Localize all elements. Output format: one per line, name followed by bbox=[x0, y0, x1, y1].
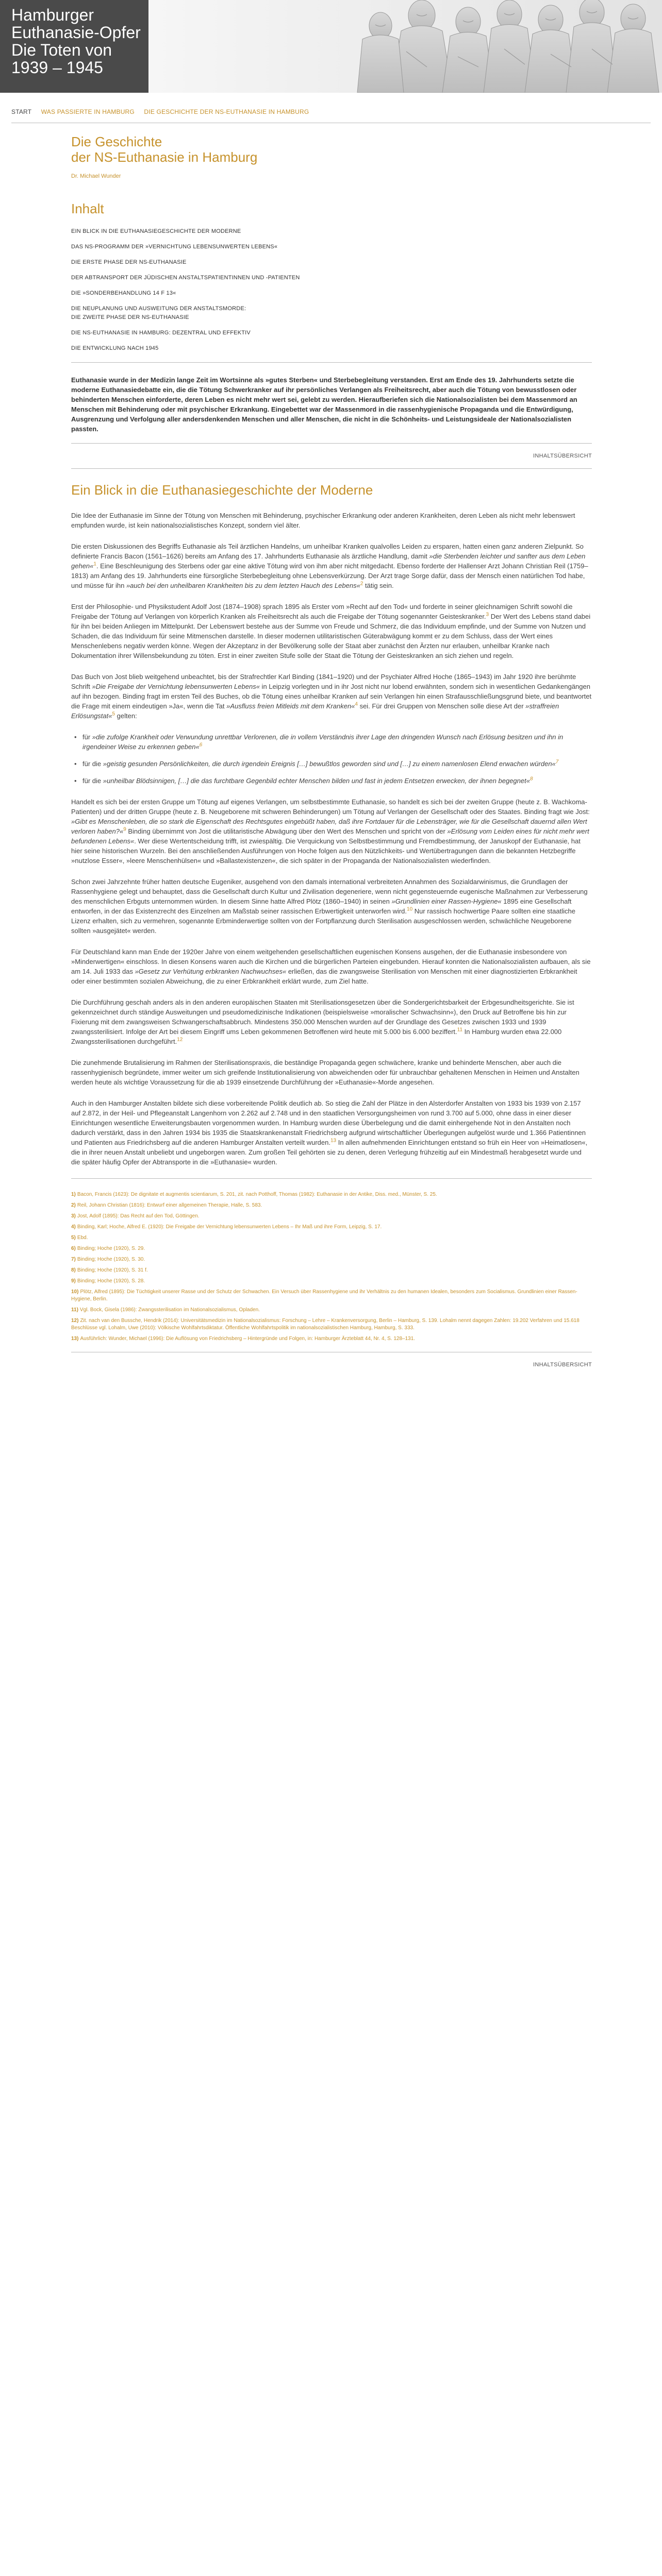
toc-link-1[interactable]: EIN BLICK IN DIE EUTHANASIEGESCHICHTE DER MODERNE bbox=[71, 228, 241, 234]
footnote-number[interactable]: 13) bbox=[71, 1336, 79, 1342]
footnote-item bbox=[71, 1213, 592, 1220]
footnote-text: Binding; Hoche (1920), S. 28. bbox=[77, 1278, 145, 1284]
footnote-text: Binding; Hoche (1920), S. 29. bbox=[77, 1246, 145, 1251]
page-header bbox=[0, 0, 662, 93]
footnote-item bbox=[71, 1267, 592, 1274]
paragraph: Das Buch von Jost blieb weitgehend unbeachtet, bis der Strafrechtler Karl Binding (1841–1920) und der Psychiater Alfred Hoche (1865–1943) im Jahr 1920 ihre berühmte Schrift »Die Freigabe der Vernichtung lebensunwerten Lebens« in Leipzig vorlegten und in ihr Jost nicht nur lobend erwähnten, sondern sich in wesentlichen Gedankengängen auf ihn bezogen. Binding fragt im ersten Teil des Buches, ob die Tötung eines unheilbar Kranken auf sein Verlangen hin einen Strafausschließungsgrund biete, und beantwortet die Frage mit einem eindeutigen »Ja«, wenn die Tat »Ausfluss freien Mitleids mit dem Kranken«$^4$ sei. Für drei Gruppen von Menschen solle diese Art der »straffreien Erlösungstat«$^5$ gelten: bbox=[71, 673, 592, 720]
quote-item: • für die »geistig gesunden Persönlichkeiten, die durch irgendein Ereignis […] bewußtlos geworden sind und […] zu einem namenlosen Elend erwachen würden«$^7$ bbox=[71, 759, 592, 769]
footnote-text: Binding; Hoche (1920), S. 30. bbox=[77, 1257, 145, 1262]
paragraph: Für Deutschland kann man Ende der 1920er Jahre von einem weitgehenden gesellschaftlichen eugenischen Konsens ausgehen, der die Euthanasie insbesondere von »Minderwertigen« einschloss. In diesen Konsens waren auch die Kirchen und die bürgerlichen Parteien eingebunden. Hierauf konnten die Nationalsozialisten aufbauen, als sie am 14. Juli 1933 das »Gesetz zur Verhütung erbkranken Nachwuchses« erließen, das die zwangsweise Sterilisation von Menschen mit einer diagnostizierten Erbkrankheit oder einer bestimmten sozialen Abweichung, die zu einer Erbkrankheit erklärt wurde, zum Ziel hatte. bbox=[71, 948, 591, 985]
footnote-ref[interactable]: 4 bbox=[355, 701, 358, 707]
footnote-item bbox=[71, 1317, 592, 1332]
main-content bbox=[71, 134, 592, 1368]
footnote-ref[interactable]: 1 bbox=[93, 561, 96, 567]
footnote-text: Plötz, Alfred (1895): Die Tüchtigkeit unserer Rasse und der Schutz der Schwachen. Ein Versuch über Rassenhygiene und ihr Verhältnis zu den humanen Idealen, besonders zum Socialismus. Grundlinien einer Rassen-Hygiene, Berlin. bbox=[71, 1289, 577, 1302]
footnote-item bbox=[71, 1224, 592, 1231]
memorial-sculpture-image bbox=[148, 0, 662, 93]
toc-link-2[interactable]: DAS NS-PROGRAMM DER »VERNICHTUNG LEBENSUNWERTEN LEBENS« bbox=[71, 244, 278, 250]
paragraph: Handelt es sich bei der ersten Gruppe um Tötung auf eigenes Verlangen, um selbstbestimmte Euthanasie, so handelt es sich bei der zweiten Gruppe (heute z. B. Wachkoma-Patienten) und der dritten Gruppe (heute z. B. Neugeborene mit schweren Behinderungen) um Tötung auf Verlangen der Gesellschaft oder des Staates. Binding fragt wie Jost: »Gibt es Menschenleben, die so stark die Eigenschaft des Rechtsgutes eingebüßt haben, daß ihre Fortdauer für die Lebensträger, wie für die Gesellschaft dauernd allen Wert verloren haben?«$^9$ Binding übernimmt von Jost die utilitaristische Abwägung über den Wert des Menschen und spricht von der »Erlösung vom Leiden eines für nicht mehr wert befundenen Lebens«. Wer diese Wertentscheidung trifft, ist zwiespältig. Die Verquickung von Selbstbestimmung und Fremdbestimmung, der Januskopf der Euthanasie, hat hier seine historischen Wurzeln. Bei den anschließenden Ausführungen von Hoche folgen aus den Nützlichkeits- und Wertübertragungen dann die bekannten Hetzbegriffe »nutzlose Esser«, »leere Menschenhülsen« und »Ballastexistenzen«, die sich später in der Propaganda der Nationalsozialisten wiederfinden. bbox=[71, 798, 590, 865]
footnote-number[interactable]: 1) bbox=[71, 1192, 76, 1197]
divider bbox=[71, 362, 592, 363]
footnote-ref[interactable]: 6 bbox=[199, 742, 203, 748]
quote-list bbox=[71, 732, 592, 786]
toc-link-7[interactable]: DIE NS-EUTHANASIE IN HAMBURG: DEZENTRAL UND EFFEKTIV bbox=[71, 330, 251, 336]
toc-link-3[interactable]: DIE ERSTE PHASE DER NS-EUTHANASIE bbox=[71, 259, 187, 265]
footnote-text: Binding; Hoche (1920), S. 31 f. bbox=[77, 1267, 148, 1273]
footnote-item bbox=[71, 1202, 592, 1209]
page-title: Die Geschichte der NS-Euthanasie in Hamburg bbox=[71, 134, 258, 165]
footnote-ref[interactable]: 3 bbox=[486, 612, 489, 618]
footnote-ref[interactable]: 9 bbox=[123, 826, 126, 833]
toc-link-6[interactable]: DIE NEUPLANUNG UND AUSWEITUNG DER ANSTALTSMORDE: DIE ZWEITE PHASE DER NS-EUTHANASIE bbox=[71, 306, 246, 320]
nav-item-was-passierte[interactable]: WAS PASSIERTE IN HAMBURG bbox=[41, 108, 135, 115]
footnote-number[interactable]: 9) bbox=[71, 1278, 76, 1284]
breadcrumb-nav bbox=[11, 101, 651, 123]
footnote-number[interactable]: 2) bbox=[71, 1202, 76, 1208]
footnote-text: Jost, Adolf (1895): Das Recht auf den Tod, Göttingen. bbox=[77, 1213, 200, 1219]
nav-item-geschichte[interactable]: DIE GESCHICHTE DER NS-EUTHANASIE IN HAMBURG bbox=[144, 108, 309, 115]
intro-paragraph: Euthanasie wurde in der Medizin lange Zeit im Wortsinne als »gutes Sterben« und Sterbebegleitung verstanden. Erst am Ende des 19. Jahrhunderts setzte die moderne Euthanasiedebatte ein, die die Tötung Schwerkranker auf ihr persönliches Verlangen als Freiheitsrecht, aber auch die Tötung von bewusstlosen oder behinderten Menschen einforderte, deren Leben es nicht mehr wert sei, gelebt zu werden. Hieraufberiefen sich die Nationalsozialisten bei dem Massenmord an Menschen mit Behinderung oder mit psychischer Erkrankung. Eingebettet war der Massenmord in die rassenhygienische Propaganda und die Entwürdigung, Ausgrenzung und Verfolgung aller andersdenkenden Menschen und aller Menschen, die nicht in die Schönheits- und Leistungsideale der Nationalsozialisten passten. bbox=[71, 376, 577, 433]
author-name: Dr. Michael Wunder bbox=[71, 173, 121, 179]
footnote-item bbox=[71, 1245, 592, 1252]
footnote-item bbox=[71, 1289, 592, 1303]
paragraph: Die Idee der Euthanasie im Sinne der Tötung von Menschen mit Behinderung, psychischer Erkrankung oder anderen Krankheiten, deren Leben als nicht mehr lebenswert empfunden wurde, ist kein nationalsozialistisches Konzept, sondern viel älter. bbox=[71, 512, 575, 529]
footnote-list bbox=[71, 1191, 592, 1343]
paragraph: Die zunehmende Brutalisierung im Rahmen der Sterilisationspraxis, die beständige Propaganda gegen schwächere, kranke und behinderte Menschen, aber auch die rassenhygienisch begründete, immer weiter um sich greifende Institutionalisierung von abweichenden oder für unbrauchbar gehaltenen Menschen in Heimen und Anstalten werden heute als wichtige Voraussetzung für die ab 1939 einsetzende Durchführung der »Euthanasie«-Morde angesehen. bbox=[71, 1059, 580, 1086]
divider bbox=[71, 468, 592, 469]
back-to-toc-link[interactable]: INHALTSÜBERSICHT bbox=[533, 453, 592, 459]
site-title-box[interactable] bbox=[0, 0, 148, 93]
quote-item: • für »die zufolge Krankheit oder Verwundung unrettbar Verlorenen, die in vollem Verständnis ihrer Lage den dringenden Wunsch nach Erlösung besitzen und ihn in irgendeiner Weise zu erkennen geben«$^6$ bbox=[71, 732, 592, 752]
footnote-number[interactable]: 12) bbox=[71, 1318, 79, 1324]
divider bbox=[71, 443, 592, 444]
footnote-number[interactable]: 4) bbox=[71, 1224, 76, 1230]
divider bbox=[71, 1178, 592, 1179]
footnote-text: Vgl. Bock, Gisela (1986): Zwangssterilisation im Nationalsozialismus, Opladen. bbox=[79, 1307, 260, 1313]
footnote-ref[interactable]: 7 bbox=[555, 759, 559, 765]
footnote-item bbox=[71, 1191, 592, 1198]
paragraph: Auch in den Hamburger Anstalten bildete sich diese vorbereitende Politik deutlich ab. So stieg die Zahl der Plätze in den Alsterdorfer Anstalten von 1933 bis 1939 von 2.157 auf 2.872, in der Heil- und Pflegeanstalt Langenhorn von 2.262 auf 2.748 und in den staatlichen Versorgungsheimen von rund 3.700 auf 5.000, ohne dass in einer dieser Einrichtungen wesentliche Erweiterungsbauten vorgenommen wurden. In Hamburg wurden diese Überbelegung und die damit einhergehende Not in den Anstalten noch dadurch verstärkt, dass in den Jahren 1934 bis 1935 die Staatskrankenanstalt Friedrichsberg aufgrund wirtschaftlicher Überlegungen aufgelöst wurde und 1.366 Patientinnen und Patienten aus Friedrichsberg auf die anderen Hamburger Anstalten verteilt wurden.$^{13}$ In allen aufnehmenden Einrichtungen entstand so früh ein Heer von »Heimatlosen«, die in ihrer neuen Anstalt unbeliebt und ungeborgen waren. Zum großen Teil gehörten sie zu denen, deren Verlegung frühzeitig auf ein Mindestmaß herabgesetzt wurde und die später häufig Opfer der Abtransporte in die »Euthanasie« wurden. bbox=[71, 1099, 588, 1166]
footnote-item bbox=[71, 1335, 592, 1343]
paragraph: Erst der Philosophie- und Physikstudent Adolf Jost (1874–1908) sprach 1895 als Erster vom »Recht auf den Tod« und forderte in seiner gleichnamigen Schrift sowohl die Freigabe der Tötung auf Verlangen von körperlich Kranken als Freiheitsrecht als auch die Freigabe der Tötung sogenannter Geisteskranker.$^3$ Der Wert des Lebens stand dabei für ihn bei beiden Anliegen im Mittelpunkt. Der Lebenswert bestehe aus der Summe von Freude und Schmerz, die das Individuum empfinde, und der Summe von Nutzen und Schaden, die das Individuum für seine Mitmenschen darstelle. In dieser modernen utilitaristischen Güterabwägung kommt er zu dem Schluss, dass der Wert eines Menschenlebens negativ werden könne. Wegen der Akzeptanz in der Bevölkerung solle der Staat aber zunächst den Ärzten nur erlauben, unheilbar Kranke nach Dokumentation ihrer Willensbekundung zu töten. Erst in einer zweiten Stufe solle der Staat die Tötung der Geisteskranken an sich ziehen und regeln. bbox=[71, 603, 591, 659]
footnote-item bbox=[71, 1256, 592, 1263]
footnote-number[interactable]: 11) bbox=[71, 1307, 78, 1313]
footnote-number[interactable]: 3) bbox=[71, 1213, 76, 1219]
footnote-text: Reil, Johann Christian (1816): Entwurf einer allgemeinen Therapie, Halle, S. 583. bbox=[77, 1202, 262, 1208]
footnote-item bbox=[71, 1307, 592, 1314]
paragraph: Schon zwei Jahrzehnte früher hatten deutsche Eugeniker, ausgehend von den damals international verbreiteten Annahmen des Sozialdarwinismus, die Grundlagen der Rassenhygiene gelegt und behauptet, dass die Gesellschaft durch Kultur und Zivilisation degeneriere, wenn nicht gegensteuernde eugenische Maßnahmen zur Verbesserung des menschlichen Erbguts unternommen würden. In diesem Sinne hatte Alfred Plötz (1860–1940) in seinen »Grundlinien einer Rassen-Hygiene« 1895 eine Gesellschaft entworfen, in der das Existenzrecht des Einzelnen am Maßstab seiner rassischen Erbwertigkeit unterworfen wird.$^{10}$ Nur rassisch hochwertige Paare sollten eine staatliche Lizenz erhalten, sich zu vermehren, sogenannte Erbminderwertige sollten von der Fortpflanzung durch Sterilisation ausgeschlossen werden, schwächliche Neugeborene sollten »ausgejätet« werden. bbox=[71, 878, 588, 935]
toc-link-4[interactable]: DER ABTRANSPORT DER JÜDISCHEN ANSTALTSPATIENTINNEN UND -PATIENTEN bbox=[71, 275, 300, 281]
footnote-ref[interactable]: 8 bbox=[529, 776, 533, 782]
footnote-text: Ausführlich: Wunder, Michael (1996): Die Auflösung von Friedrichsberg – Hintergründe und Folgen, in: Hamburger Ärzteblatt 44, Nr. 4, S. 128–131. bbox=[80, 1336, 416, 1342]
footnote-number[interactable]: 8) bbox=[71, 1267, 76, 1273]
footnote-ref[interactable]: 12 bbox=[177, 1037, 183, 1043]
nav-home-link[interactable]: START bbox=[11, 108, 32, 115]
site-title[interactable]: Hamburger Euthanasie-Opfer Die Toten von 1939 – 1945 bbox=[11, 6, 141, 77]
back-to-toc-link[interactable]: INHALTSÜBERSICHT bbox=[533, 1362, 592, 1368]
toc-link-8[interactable]: DIE ENTWICKLUNG NACH 1945 bbox=[71, 345, 159, 351]
section-heading: Ein Blick in die Euthanasiegeschichte der Moderne bbox=[71, 482, 373, 498]
toc-heading: Inhalt bbox=[71, 201, 104, 216]
table-of-contents bbox=[71, 227, 592, 353]
footnote-text: Bacon, Francis (1623): De dignitate et augmentis scientiarum, S. 201, zit. nach Potthoff, Thomas (1982): Euthanasie in der Antike, Diss. med., Münster, S. 25. bbox=[77, 1192, 437, 1197]
footnote-ref[interactable]: 2 bbox=[360, 581, 363, 587]
footnote-item bbox=[71, 1278, 592, 1285]
footnote-ref[interactable]: 11 bbox=[457, 1027, 463, 1033]
paragraph: Die ersten Diskussionen des Begriffs Euthanasie als Teil ärztlichen Handelns, um unheilbar Kranken qualvolles Leiden zu ersparen, hatten einen ganz anderen Zielpunkt. So definierte Francis Bacon (1561–1626) bereits am Anfang des 17. Jahrhunderts Euthanasie als ärztliche Handlung, damit »die Sterbenden leichter und sanfter aus dem Leben gehen«$^1$. Eine Beschleunigung des Sterbens oder gar eine aktive Tötung wird von ihm aber nicht mitgedacht. Ebenso forderte der Hallenser Arzt Johann Christian Reil (1759–1813) am Anfang des 19. Jahrhunderts eine fürsorgliche Sterbebegleitung ohne Lebensverkürzung. Der Arzt trage Sorge dafür, dass der Mensch einen natürlichen Tod habe, und müsse für ihn »auch bei den unheilbaren Krankheiten bis zu dem letzten Hauch des Lebens«$^2$ tätig sein. bbox=[71, 543, 588, 589]
paragraph: Die Durchführung geschah anders als in den anderen europäischen Staaten mit Sterilisationsgesetzen über die Sondergerichtsbarkeit der Erbgesundheitsgerichte. Sie ist gekennzeichnet durch ständige Ausweitungen und pseudomedizinische Indikationen (beispielsweise »moralischer Schwachsinn«), den Druck auf Betroffene bis hin zur Fixierung mit dem zwangsweisen Schwangerschaftsabbruch. Mindestens 350.000 Menschen wurden auf der Grundlage des Gesetzes zwischen 1933 und 1939 zwangssterilisiert. Infolge der Art bei diesem Eingriff ums Leben gekommenen Betroffenen wird heute mit 5.000 bis 6.000 beziffert.$^{11}$ In Hamburg wurden etwa 22.000 Zwangssterilisationen durchgeführt.$^{12}$ bbox=[71, 998, 574, 1045]
footnote-number[interactable]: 7) bbox=[71, 1257, 76, 1262]
footnote-text: Binding, Karl; Hoche, Alfred E. (1920): Die Freigabe der Vernichtung lebensunwerten Lebens – Ihr Maß und ihre Form, Leipzig, S. 17. bbox=[77, 1224, 382, 1230]
footnote-text: Zit. nach van den Bussche, Hendrik (2014): Universitätsmedizin im Nationalsozialismus: Forschung – Lehre – Krankenversorgung, Berlin – Hamburg, S. 139. Lohalm nennt dagegen Zahlen: 19.202 Verfahren und 15.618 Beschlüsse vgl. Lohalm, Uwe (2010): Völkische Wohlfahrtsdiktatur. Öffentliche Wohlfahrtspolitik im nationalsozialistischen Hamburg, Hamburg, S. 333. bbox=[71, 1318, 580, 1331]
quote-item: • für die »unheilbar Blödsinnigen, […] die das furchtbare Gegenbild echter Menschen bilden und fast in jedem Entsetzen erwecken, der ihnen begegnet«$^8$ bbox=[71, 776, 592, 786]
footnote-ref[interactable]: 10 bbox=[407, 906, 413, 912]
footnote-ref[interactable]: 5 bbox=[112, 711, 115, 717]
footnote-number[interactable]: 6) bbox=[71, 1246, 76, 1251]
footnote-text: Ebd. bbox=[77, 1235, 88, 1241]
footnote-number[interactable]: 10) bbox=[71, 1289, 79, 1295]
footnote-number[interactable]: 5) bbox=[71, 1235, 76, 1241]
footnote-item bbox=[71, 1234, 592, 1242]
footnote-ref[interactable]: 13 bbox=[330, 1138, 337, 1144]
toc-link-5[interactable]: DIE »SONDERBEHANDLUNG 14 F 13« bbox=[71, 290, 176, 296]
